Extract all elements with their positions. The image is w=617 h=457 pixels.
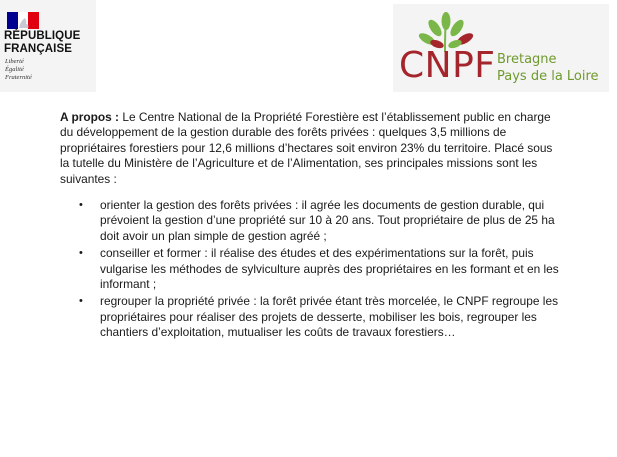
mission-text: orienter la gestion des forêts privées : il agrée les documents de gestion durable, qui prévoient la gestion d’une propriété sur 10 à 20 ans. Tout propriétaire de plus de 25 ha doit avoir un plan simple de gestion agréé ;	[100, 198, 555, 243]
motto-liberte: Liberté	[5, 58, 24, 65]
marianne-flag-icon	[7, 12, 39, 29]
mission-item	[79, 294, 560, 340]
bullet-icon: •	[79, 295, 83, 308]
cnpf-acronym: CNPF	[399, 45, 496, 86]
motto-egalite: Égalité	[5, 66, 24, 73]
republique-motto	[5, 58, 32, 82]
cnpf-logo	[393, 4, 609, 92]
title-line-1: RÉPUBLIQUE	[4, 30, 81, 42]
republique-francaise-logo	[0, 0, 96, 92]
about-paragraph	[60, 110, 560, 187]
cnpf-region	[497, 51, 599, 85]
about-text: Le Centre National de la Propriété Forestière est l’établissement public en charge du développement de la gestion durable des forêts privées : quelques 3,5 millions de propriétaires forestiers pour 12,6 millions d’hectares soit environ 23% du territoire. Placé sous la tutelle du Ministère de l’Agriculture et de l’Alimentation, ses principales missions sont les suivantes :	[60, 110, 553, 186]
bullet-icon: •	[79, 247, 83, 260]
about-section	[60, 110, 560, 343]
bullet-icon: •	[79, 199, 83, 212]
republique-francaise-title	[4, 30, 80, 56]
mission-item	[79, 246, 560, 292]
mission-text: regrouper la propriété privée : la forêt privée étant très morcelée, le CNPF regroupe les propriétaires pour réaliser des projets de desserte, mobiliser les bois, regrouper les chantiers d’exploitation, mutualiser les coûts de travaux forestiers…	[100, 294, 559, 340]
title-line-2: FRANÇAISE	[4, 43, 72, 55]
about-label: A propos :	[60, 110, 120, 124]
mission-item	[79, 198, 560, 244]
missions-list	[60, 198, 560, 341]
region-line-2: Pays de la Loire	[497, 69, 599, 84]
mission-text: conseiller et former : il réalise des études et des expérimentations sur la forêt, puis vulgarise les méthodes de sylviculture auprès des propriétaires en les formant et en les informant ;	[100, 246, 559, 292]
motto-fraternite: Fraternité	[5, 74, 32, 81]
region-line-1: Bretagne	[497, 52, 557, 67]
